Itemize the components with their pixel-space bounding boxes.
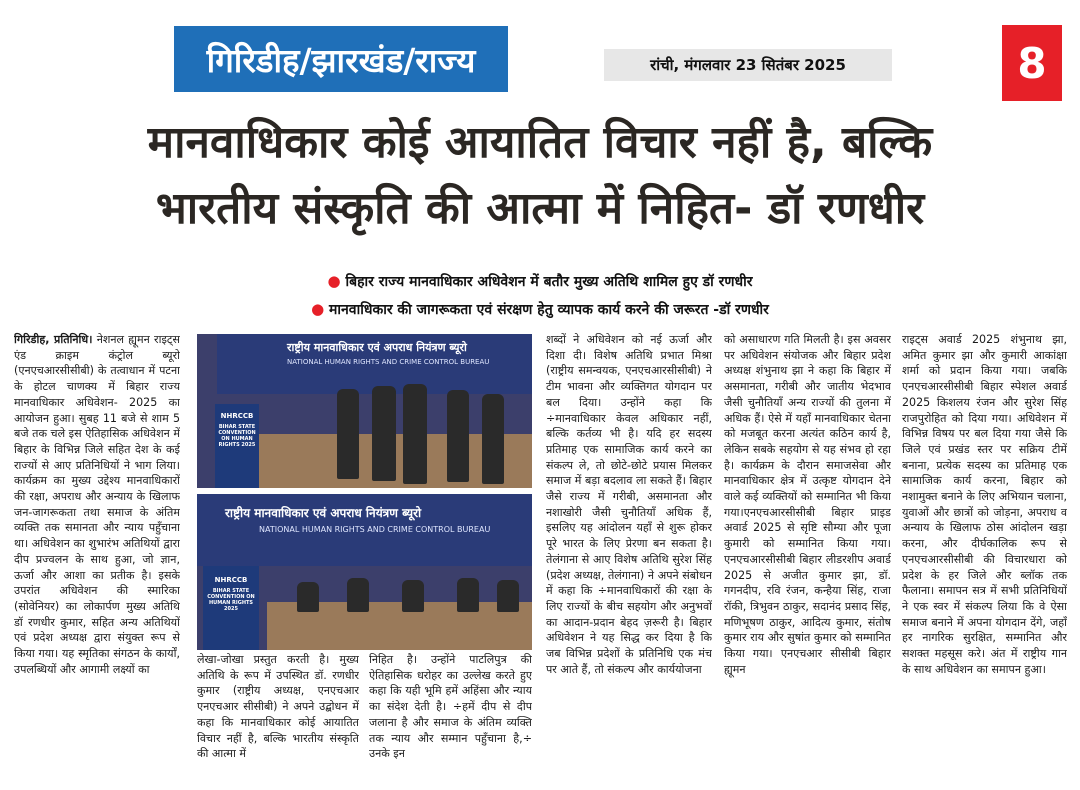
person [457, 578, 479, 612]
person [403, 384, 427, 484]
column-4-text: शब्दों ने अधिवेशन को नई ऊर्जा और दिशा दी। विशेष अतिथि प्रभात मिश्रा (राष्ट्रीय समन्वयक, एनएचआरसीसीबी) ने टीम भावना और व्यक्तिगत योगदान पर बल दिया। उन्होंने कहा कि ÷मानवाधिकार केवल अधिकार नहीं, बल्कि कर्तव्य भी है। यदि हर सदस्य प्रतिमाह एक सामाजिक कार्य करने का संकल्प ले, तो छोटे-छोटे प्रयास मिलकर समाज में बड़ा बदलाव ला सकते हैं। बिहार जैसे राज्य में गरीबी, असमानता और नशाखोरी जैसी चुनौतियाँ अधिक हैं, इसलिए यह आंदोलन यहाँ से शुरू होकर पूरे भारत के लिए प्रेरणा बन सकता है। तेलंगाना से आए विशेष अतिथि सुरेश सिंह (प्रदेश अध्यक्ष, तेलंगाना) ने अपने संबोधन में कहा कि ÷मानवाधिकारों की रक्षा के लिए राज्यों के बीच सहयोग और अनुभवों का आदान-प्रदान बेहद ज़रूरी है। बिहार अधिवेशन ने यह सिद्ध कर दिया है कि जब विभिन्न प्रदेशों के प्रतिनिधि एक मंच पर आते हैं, तो संकल्प और कार्ययोजना [546, 333, 712, 676]
event-photo-bottom [197, 494, 532, 650]
article-column-5 [724, 332, 891, 778]
event-photo-top [197, 334, 532, 488]
person [402, 580, 424, 612]
person [482, 394, 504, 484]
person [497, 580, 519, 612]
headline-line-1: मानवाधिकार कोई आयातित विचार नहीं है, बल्कि [147, 117, 933, 168]
article-column-6 [902, 332, 1067, 778]
headline [16, 110, 1064, 242]
person [297, 582, 319, 612]
article-dateline: गिरिडीह, प्रतिनिधि। [14, 333, 93, 346]
subhead-1 [0, 272, 1080, 291]
stand-sub: BIHAR STATE CONVENTION ON HUMAN RIGHTS 2025 [207, 588, 255, 612]
article-column-2 [197, 652, 359, 778]
subhead-2 [0, 300, 1080, 319]
stand-label: NHRCCB [214, 576, 248, 584]
article-column-4 [546, 332, 712, 778]
article-column-1 [14, 332, 180, 782]
column-3-text: निहित है। उन्होंने पाटलिपुत्र की ऐतिहासिक धरोहर का उल्लेख करते हुए कहा कि यही भूमि हमें अहिंसा और न्याय का संदेश देती है। ÷हमें दीप से दीप जलाना है और समाज के अंतिम व्यक्ति तक न्याय और सम्मान पहुँचाना है,÷ उनके इन [369, 653, 532, 761]
person [447, 390, 469, 482]
column-5-text: को असाधारण गति मिलती है। इस अवसर पर अधिवेशन संयोजक और बिहार प्रदेश अध्यक्ष शंभुनाथ झा ने कहा कि बिहार में असमानता, गरीबी और जातीय भेदभाव जैसी चुनौतियाँ अन्य राज्यों की तुलना में अधिक हैं। ऐसे में यहाँ मानवाधिकार चेतना को मजबूत करना अत्यंत कठिन कार्य है, लेकिन सबके सहयोग से यह संभव हो रहा है। कार्यक्रम के दौरान समाजसेवा और मानवाधिकार क्षेत्र में उत्कृष्ट योगदान देने वाले कई व्यक्तियों को सम्मानित भी किया गया।एनएचआरसीसीबी बिहार प्राइड अवार्ड 2025 से सृष्टि सौम्या और पूजा कुमारी को सम्मानित किया गया। एनएचआरसीसीबी बिहार लीडरशीप अवार्ड 2025 से अजीत कुमार झा, डॉ. गगनदीप, रवि रंजन, कन्हैया सिंह, राजा रॉकी, त्रिभुवन ठाकुर, सदानंद प्रसाद सिंह, मणिभूषण ठाकुर, आदित्य कुमार, संतोष कुमार राय और सुषांत कुमार को सम्मानित किया गया। एनएचआर सीसीबी बिहार ह्यूमन [724, 333, 891, 676]
bullet-icon: ● [311, 300, 325, 318]
column-6-text: राइट्स अवार्ड 2025 शंभुनाथ झा, अमित कुमार झा और कुमारी आकांक्षा शर्मा को प्रदान किया गया। जबकि एनएचआरसीसीबी बिहार स्पेशल अवार्ड 2025 किशलय रंजन और सुरेश सिंह राजपुरोहित को दिया गया। अधिवेशन में विभिन्न विषय पर बल दिया गया जैसे कि जिले एवं प्रखंड स्तर पर सक्रिय टीमें बनाना, प्रत्येक सदस्य का प्रतिमाह एक सामाजिक कार्य करना, बिहार को नशामुक्त बनाने के लिए अभियान चलाना, युवाओं और छात्रों को जोड़ना, अपराध व अन्याय के खिलाफ ठोस आंदोलन खड़ा करना, और दीर्घकालिक रूप से एनएचआरसीसीबी की विचारधारा को प्रदेश के हर जिले और ब्लॉक तक फैलाना। समापन सत्र में सभी प्रतिनिधियों ने एक स्वर में संकल्प लिया कि वे ऐसा समाज बनाने में अपना योगदान देंगे, जहाँ हर नागरिक सुरक्षित, सम्मानित और सशक्त महसूस करे। अंत में राष्ट्रीय गान के साथ अधिवेशन का समापन हुआ। [902, 333, 1067, 676]
column-2-text: लेखा-जोखा प्रस्तुत करती है। मुख्य अतिथि के रूप में उपस्थित डॉ. रणधीर कुमार (राष्ट्रीय अध्यक्ष, एनएचआर एनएचआर सीसीबी) ने अपने उद्बोधन में कहा कि मानवाधिकार कोई आयातित विचार नहीं है, बल्कि भारतीय संस्कृति की आत्मा में [197, 653, 359, 761]
photo-banner-text: राष्ट्रीय मानवाधिकार एवं अपराध नियंत्रण ब्यूरो [225, 506, 422, 520]
podium-stand [215, 404, 259, 488]
article-column-3 [369, 652, 532, 778]
headline-line-2: भारतीय संस्कृति की आत्मा में निहित- डॉ रणधीर [155, 183, 925, 234]
page-number: 8 [1002, 25, 1062, 101]
photo-banner [217, 334, 532, 394]
photo-banner-text-en: NATIONAL HUMAN RIGHTS AND CRIME CONTROL BUREAU [287, 358, 490, 366]
podium-stand [203, 566, 259, 650]
person [372, 386, 396, 481]
column-1-text: नेशनल ह्यूमन राइट्स एंड क्राइम कंट्रोल ब्यूरो (एनएचआरसीसीबी) के तत्वाधान में पटना के होटल चाणक्य में बिहार राज्य मानवाधिकार अधिवेशन- 2025 का आयोजन हुआ। सुबह 11 बजे से शाम 5 बजे तक चले इस ऐतिहासिक अधिवेशन में बिहार के विभिन्न जिले सहित देश के कई राज्यों से आए प्रतिनिधियों ने भाग लिया। कार्यक्रम का मुख्य उद्देश्य मानवाधिकारों की रक्षा, अपराध और अन्याय के खिलाफ जन-जागरूकता तथा समाज के अंतिम व्यक्ति तक समानता और न्याय पहुँचाना था। अधिवेशन का शुभारंभ अतिथियों द्वारा दीप प्रज्वलन के साथ हुआ, जो ज्ञान, ऊर्जा और आशा का प्रतीक है। इसके उपरांत अधिवेशन की स्मारिका (सोवेनियर) का लोकार्पण मुख्य अतिथि डॉ रणधीर कुमार, सहित अन्य अतिथियों एवं प्रदेश अध्यक्ष द्वारा संयुक्त रूप से किया गया। यह स्मृतिका संगठन के कार्यों, उपलब्धियों और आगामी लक्ष्यों का [14, 333, 180, 676]
subhead-1-text: बिहार राज्य मानवाधिकार अधिवेशन में बतौर मुख्य अतिथि शामिल हुए डॉ रणधीर [345, 274, 753, 290]
subhead-2-text: मानवाधिकार की जागरूकता एवं संरक्षण हेतु व्यापक कार्य करने की जरूरत -डॉ रणधीर [329, 302, 769, 318]
stand-label: NHRCCB [220, 412, 254, 420]
section-title: गिरिडीह/झारखंड/राज्य [174, 26, 508, 92]
dateline: रांची, मंगलवार 23 सितंबर 2025 [604, 49, 892, 81]
bullet-icon: ● [327, 272, 341, 290]
stand-sub: BIHAR STATE CONVENTION ON HUMAN RIGHTS 2025 [218, 424, 256, 448]
photo-banner-text-en: NATIONAL HUMAN RIGHTS AND CRIME CONTROL BUREAU [259, 525, 491, 534]
person [347, 578, 369, 612]
person [337, 389, 359, 479]
photo-banner-text: राष्ट्रीय मानवाधिकार एवं अपराध नियंत्रण ब्यूरो [287, 341, 467, 354]
photo-banner [197, 494, 532, 566]
